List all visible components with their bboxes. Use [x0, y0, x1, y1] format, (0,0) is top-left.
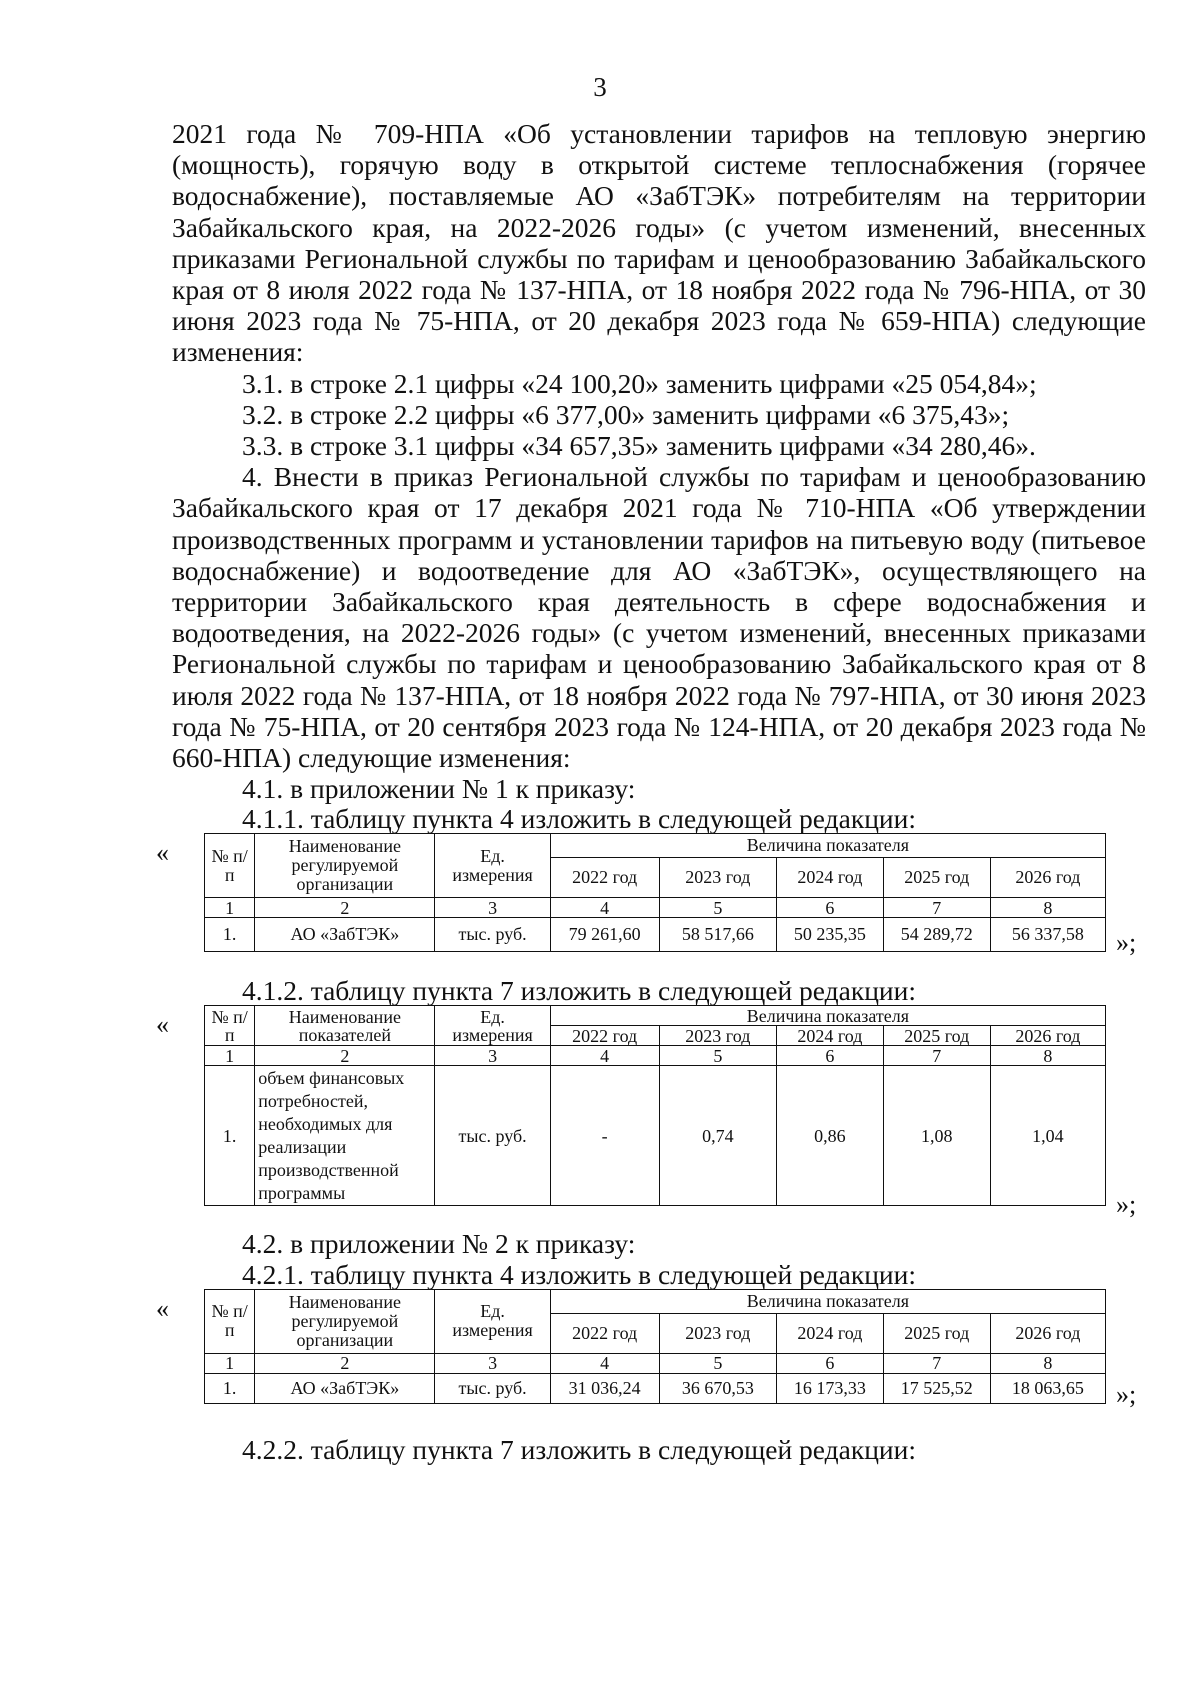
col-number: 2 [255, 898, 435, 918]
table-block-3 [156, 1289, 1146, 1409]
header-value: Величина показателя [550, 834, 1105, 858]
quote-open: « [156, 1293, 169, 1323]
table-2 [204, 1005, 1106, 1206]
table-cell: АО «ЗабТЭК» [255, 1373, 435, 1403]
item-4-1-2: 4.1.2. таблицу пункта 7 изложить в следующей редакции: [242, 975, 916, 1007]
item-3-3: 3.3. в строке 3.1 цифры «34 657,35» заменить цифрами «34 280,46». [242, 430, 1036, 462]
header-value: Величина показателя [550, 1006, 1105, 1026]
header-unit: Ед. измерения [435, 1006, 550, 1046]
col-number: 4 [550, 1353, 659, 1373]
table-cell: тыс. руб. [435, 1373, 550, 1403]
table-cell: 17 525,52 [883, 1373, 990, 1403]
col-number: 2 [255, 1353, 435, 1373]
header-unit: Ед. измерения [435, 1289, 550, 1353]
header-ind-name: Наименование показателей [255, 1006, 435, 1046]
quote-close: »; [1116, 1379, 1137, 1409]
header-year: 2025 год [883, 858, 990, 898]
col-number: 3 [435, 1353, 550, 1373]
header-org-name: Наименование регулируемой организации [255, 834, 435, 898]
table-3 [204, 1289, 1106, 1404]
table-cell: 54 289,72 [883, 918, 990, 952]
header-year: 2024 год [776, 1313, 883, 1353]
item-4-2-1: 4.2.1. таблицу пункта 4 изложить в следующей редакции: [242, 1258, 916, 1290]
header-num: № п/п [205, 1289, 255, 1353]
col-number: 2 [255, 1046, 435, 1066]
table-cell: тыс. руб. [435, 918, 550, 952]
quote-open: « [156, 1010, 169, 1040]
col-number: 8 [990, 1353, 1105, 1373]
header-unit: Ед. измерения [435, 834, 550, 898]
item-4-2-2: 4.2.2. таблицу пункта 7 изложить в следующей редакции: [242, 1433, 916, 1465]
quote-open: « [156, 838, 169, 868]
col-number: 7 [883, 1046, 990, 1066]
table-cell: объем финансовых потребностей, необходимых для реализации производственной программы [255, 1066, 435, 1206]
col-number: 5 [659, 1353, 776, 1373]
table-cell: 1. [205, 1066, 255, 1206]
page-number: 3 [593, 72, 607, 102]
table-cell: 0,74 [659, 1066, 776, 1206]
table-row [205, 918, 1106, 952]
header-org-name: Наименование регулируемой организации [255, 1289, 435, 1353]
col-number: 4 [550, 1046, 659, 1066]
header-year: 2023 год [659, 1313, 776, 1353]
header-year: 2026 год [990, 858, 1105, 898]
table-cell: - [550, 1066, 659, 1206]
item-4-1: 4.1. в приложении № 1 к приказу: [242, 773, 636, 805]
document-body [156, 118, 1146, 1465]
header-year: 2023 год [659, 858, 776, 898]
col-number: 8 [990, 898, 1105, 918]
paragraph-4: 4. Внести в приказ Региональной службы по тарифам и ценообразованию Забайкальского края от 17 декабря 2021 года № 710-НПА «Об утверждении производственных программ и установлении тарифов на питьевую воду (питьевое водоснабжение) и водоотведение для АО «ЗабТЭК», осуществляющего на территории Забайкальского края деятельность в сфере водоснабжения и водоотведения, на 2022-2026 годы» (с учетом изменений, внесенных приказами Региональной службы по тарифам и ценообразованию Забайкальского края от 8 июля 2022 года № 137-НПА, от 18 ноября 2022 года № 797-НПА, от 30 июня 2023 года № 75-НПА, от 20 сентября 2023 года № 124-НПА, от 20 декабря 2023 года № 660-НПА) следующие изменения: [172, 461, 1146, 774]
table-block-2 [156, 1005, 1146, 1220]
table-cell: 50 235,35 [776, 918, 883, 952]
item-3-1: 3.1. в строке 2.1 цифры «24 100,20» заменить цифрами «25 054,84»; [242, 367, 1037, 399]
header-year: 2022 год [550, 1026, 659, 1046]
col-number: 5 [659, 1046, 776, 1066]
table-cell: 16 173,33 [776, 1373, 883, 1403]
col-number: 1 [205, 898, 255, 918]
header-year: 2022 год [550, 858, 659, 898]
header-num: № п/п [205, 1006, 255, 1046]
table-cell: 58 517,66 [659, 918, 776, 952]
col-number: 6 [776, 898, 883, 918]
table-row [205, 1373, 1106, 1403]
col-number: 3 [435, 1046, 550, 1066]
quote-close: »; [1116, 928, 1137, 958]
item-4-1-1: 4.1.1. таблицу пункта 4 изложить в следующей редакции: [242, 803, 916, 835]
item-4-2: 4.2. в приложении № 2 к приказу: [242, 1228, 636, 1260]
col-number: 7 [883, 898, 990, 918]
header-year: 2022 год [550, 1313, 659, 1353]
table-cell: АО «ЗабТЭК» [255, 918, 435, 952]
item-3-2: 3.2. в строке 2.2 цифры «6 377,00» заменить цифрами «6 375,43»; [242, 398, 1010, 430]
table-cell: 79 261,60 [550, 918, 659, 952]
table-cell: 36 670,53 [659, 1373, 776, 1403]
table-block-1 [156, 833, 1146, 958]
table-1 [204, 833, 1106, 952]
table-cell: 1. [205, 1373, 255, 1403]
header-year: 2025 год [883, 1313, 990, 1353]
table-cell: 1,08 [883, 1066, 990, 1206]
table-cell: 1. [205, 918, 255, 952]
col-number: 3 [435, 898, 550, 918]
col-number: 1 [205, 1353, 255, 1373]
header-year: 2025 год [883, 1026, 990, 1046]
header-num: № п/п [205, 834, 255, 898]
table-cell: 1,04 [990, 1066, 1105, 1206]
header-year: 2026 год [990, 1313, 1105, 1353]
table-row [205, 1066, 1106, 1206]
col-number: 5 [659, 898, 776, 918]
col-number: 1 [205, 1046, 255, 1066]
table-cell: 18 063,65 [990, 1373, 1105, 1403]
header-value: Величина показателя [550, 1289, 1105, 1313]
table-cell: 31 036,24 [550, 1373, 659, 1403]
col-number: 7 [883, 1353, 990, 1373]
table-cell: 0,86 [776, 1066, 883, 1206]
header-year: 2024 год [776, 858, 883, 898]
quote-close: »; [1116, 1190, 1137, 1220]
col-number: 8 [990, 1046, 1105, 1066]
col-number: 6 [776, 1353, 883, 1373]
paragraph-intro: 2021 года № 709-НПА «Об установлении тарифов на тепловую энергию (мощность), горячую воду в открытой системе теплоснабжения (горячее водоснабжение), поставляемые АО «ЗабТЭК» потребителям на территории Забайкальского края, на 2022-2026 годы» (с учетом изменений, внесенных приказами Региональной службы по тарифам и ценообразованию Забайкальского края от 8 июля 2022 года № 137-НПА, от 18 ноября 2022 года № 796-НПА, от 30 июня 2023 года № 75-НПА, от 20 декабря 2023 года № 659-НПА) следующие изменения: [172, 118, 1146, 368]
col-number: 6 [776, 1046, 883, 1066]
header-year: 2024 год [776, 1026, 883, 1046]
header-year: 2023 год [659, 1026, 776, 1046]
col-number: 4 [550, 898, 659, 918]
table-cell: тыс. руб. [435, 1066, 550, 1206]
table-cell: 56 337,58 [990, 918, 1105, 952]
header-year: 2026 год [990, 1026, 1105, 1046]
